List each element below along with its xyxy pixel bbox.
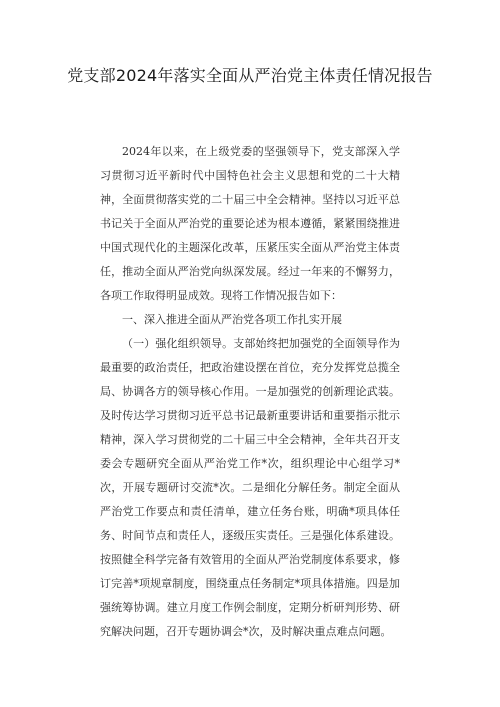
document-body <box>100 140 400 644</box>
section-paragraph: （一）强化组织领导。支部始终把加强党的全面领导作为最重要的政治责任，把政治建设摆在首位，充分发挥党总揽全局、协调各方的领导核心作用。一是加强党的创新理论武装。及时传达学习贯彻习近平总书记最新重要讲话和重要指示批示精神，深入学习贯彻党的二十届三中全会精神，全年共召开支委会专题研究全面从严治党工作*次，组织理论中心组学习*次，开展专题研讨交流*次。二是细化分解任务。制定全面从严治党工作要点和责任清单，建立任务台账，明确*项具体任务、时间节点和责任人，逐级压实责任。三是强化体系建设。按照健全科学完备有效管用的全面从严治党制度体系要求，修订完善*项规章制度，围绕重点任务制定*项具体措施。四是加强统筹协调。建立月度工作例会制度，定期分析研判形势、研究解决问题，召开专题协调会*次，及时解决重点难点问题。 <box>100 337 400 638</box>
intro-paragraph: 2024年以来，在上级党委的坚强领导下，党支部深入学习贯彻习近平新时代中国特色社会主义思想和党的二十大精神，全面贯彻落实党的二十届三中全会精神。坚持以习近平总书记关于全面从严治党的重要论述为根本遵循，紧紧围绕推进中国式现代化的主题深化改革，压紧压实全面从严治党主体责任，推动全面从严治党向纵深发展。经过一年来的不懈努力，各项工作取得明显成效。现将工作情况报告如下： <box>100 145 400 302</box>
section-heading: 一、深入推进全面从严治党各项工作扎实开展 <box>122 313 342 326</box>
document-title: 党支部2024年落实全面从严治党主体责任情况报告 <box>67 66 433 85</box>
